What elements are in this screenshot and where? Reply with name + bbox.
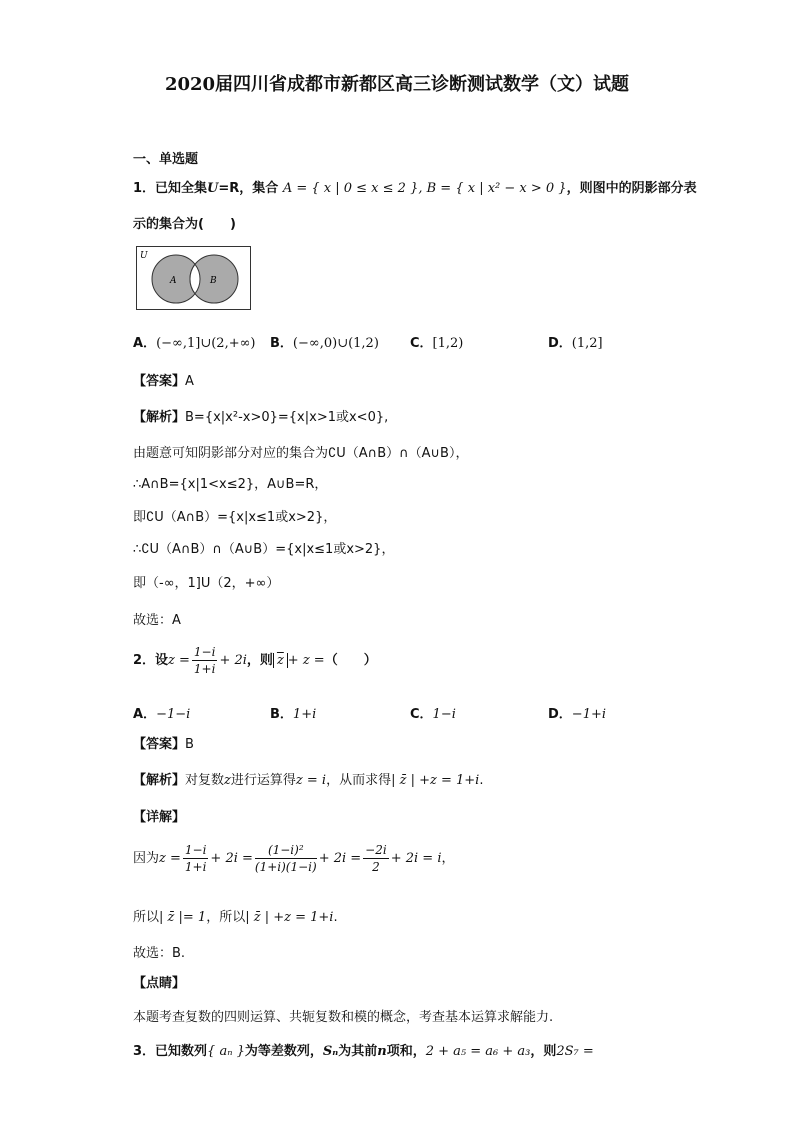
q2-option-c[interactable]: C．1−i — [410, 707, 456, 722]
q1-conclusion: 故选：A — [133, 613, 181, 628]
venn-label-b: B — [210, 276, 217, 286]
venn-diagram — [136, 246, 252, 312]
q1-analysis-line6: 即（-∞，1]U（2，+∞） — [133, 576, 280, 591]
q2-comment-tag: 【点睛】 — [133, 976, 186, 991]
q1-option-a[interactable]: A．(−∞,1]∪(2,+∞) — [133, 336, 256, 351]
q2-abs-conj-z: $\overline{z}$ — [273, 653, 288, 668]
q2-stem: 2．设z = $\frac{1-i}{1+i}$ + 2i，则 $\overline{z} + z$ =（ ） — [133, 645, 377, 676]
q1-set-b: , B = { x | x² − x > 0 } — [418, 181, 567, 196]
q2-so-line: 所以| z̄ |= 1，所以| z̄ | +z = 1+i. — [133, 910, 338, 925]
q2-comment: 本题考查复数的四则运算、共轭复数和模的概念，考查基本运算求解能力. — [133, 1010, 554, 1025]
q1-set-a: A = { x | 0 ≤ x ≤ 2 } — [282, 181, 419, 196]
q1-analysis-line4: 即∁U（A∩B）={x|x≤1或x>2}， — [133, 510, 337, 525]
q1-analysis-line3: ∴A∩B={x|1<x≤2}，A∪B=R， — [133, 477, 328, 492]
q1-option-b[interactable]: B．(−∞,0)∪(1,2) — [270, 336, 379, 351]
q2-option-b[interactable]: B．1+i — [270, 707, 317, 722]
q2-detail-equation: 因为z = $\frac{1-i}{1+i}$ + 2i = $\frac{\text{(1−i)²}}{(1+i)(1-i)}$ + 2i = $\frac{-2i}{2}$ + 2i = i， — [133, 843, 455, 874]
venn-label-a: A — [170, 276, 177, 286]
q2-option-d[interactable]: D．−1+i — [548, 707, 607, 722]
q1-option-d[interactable]: D．(1,2] — [548, 336, 603, 351]
q1-analysis-line2: 由题意可知阴影部分对应的集合为∁U（A∩B）∩（A∪B）， — [133, 446, 469, 461]
q2-fraction: $\frac{1-i}{1+i}$ — [193, 645, 216, 676]
q2-conclusion: 故选：B. — [133, 946, 186, 961]
q1-option-c[interactable]: C．[1,2) — [410, 336, 464, 351]
q2-answer: 【答案】B — [133, 737, 194, 752]
q1-stem-line1: 1．已知全集U=R，集合 A = { x | 0 ≤ x ≤ 2 }, B = { x | x² − x > 0 }，则图中的阴影部分表 — [133, 181, 697, 196]
q1-stem-line2: 示的集合为( ) — [133, 217, 236, 232]
venn-label-u: U — [140, 251, 148, 261]
q2-detail-tag: 【详解】 — [133, 810, 186, 825]
q1-analysis-line5: ∴∁U（A∩B）∩（A∪B）={x|x≤1或x>2}， — [133, 542, 395, 557]
q3-stem: 3．已知数列{ aₙ }为等差数列，Sₙ为其前n项和，2 + a₅ = a₆ + a₃，则2S₇ = — [133, 1044, 594, 1059]
q2-option-a[interactable]: A．−1−i — [133, 707, 191, 722]
q2-analysis: 【解析】对复数z进行运算得z = i，从而求得| z̄ | +z = 1+i. — [133, 773, 484, 788]
q1-analysis-line1: 【解析】B={x|x²-x>0}={x|x>1或x<0}, — [133, 410, 389, 425]
q1-answer: 【答案】A — [133, 374, 194, 389]
page-title: 2020届四川省成都市新都区高三诊断测试数学（文）试题 — [164, 74, 630, 95]
section-heading: 一、单选题 — [133, 152, 199, 167]
